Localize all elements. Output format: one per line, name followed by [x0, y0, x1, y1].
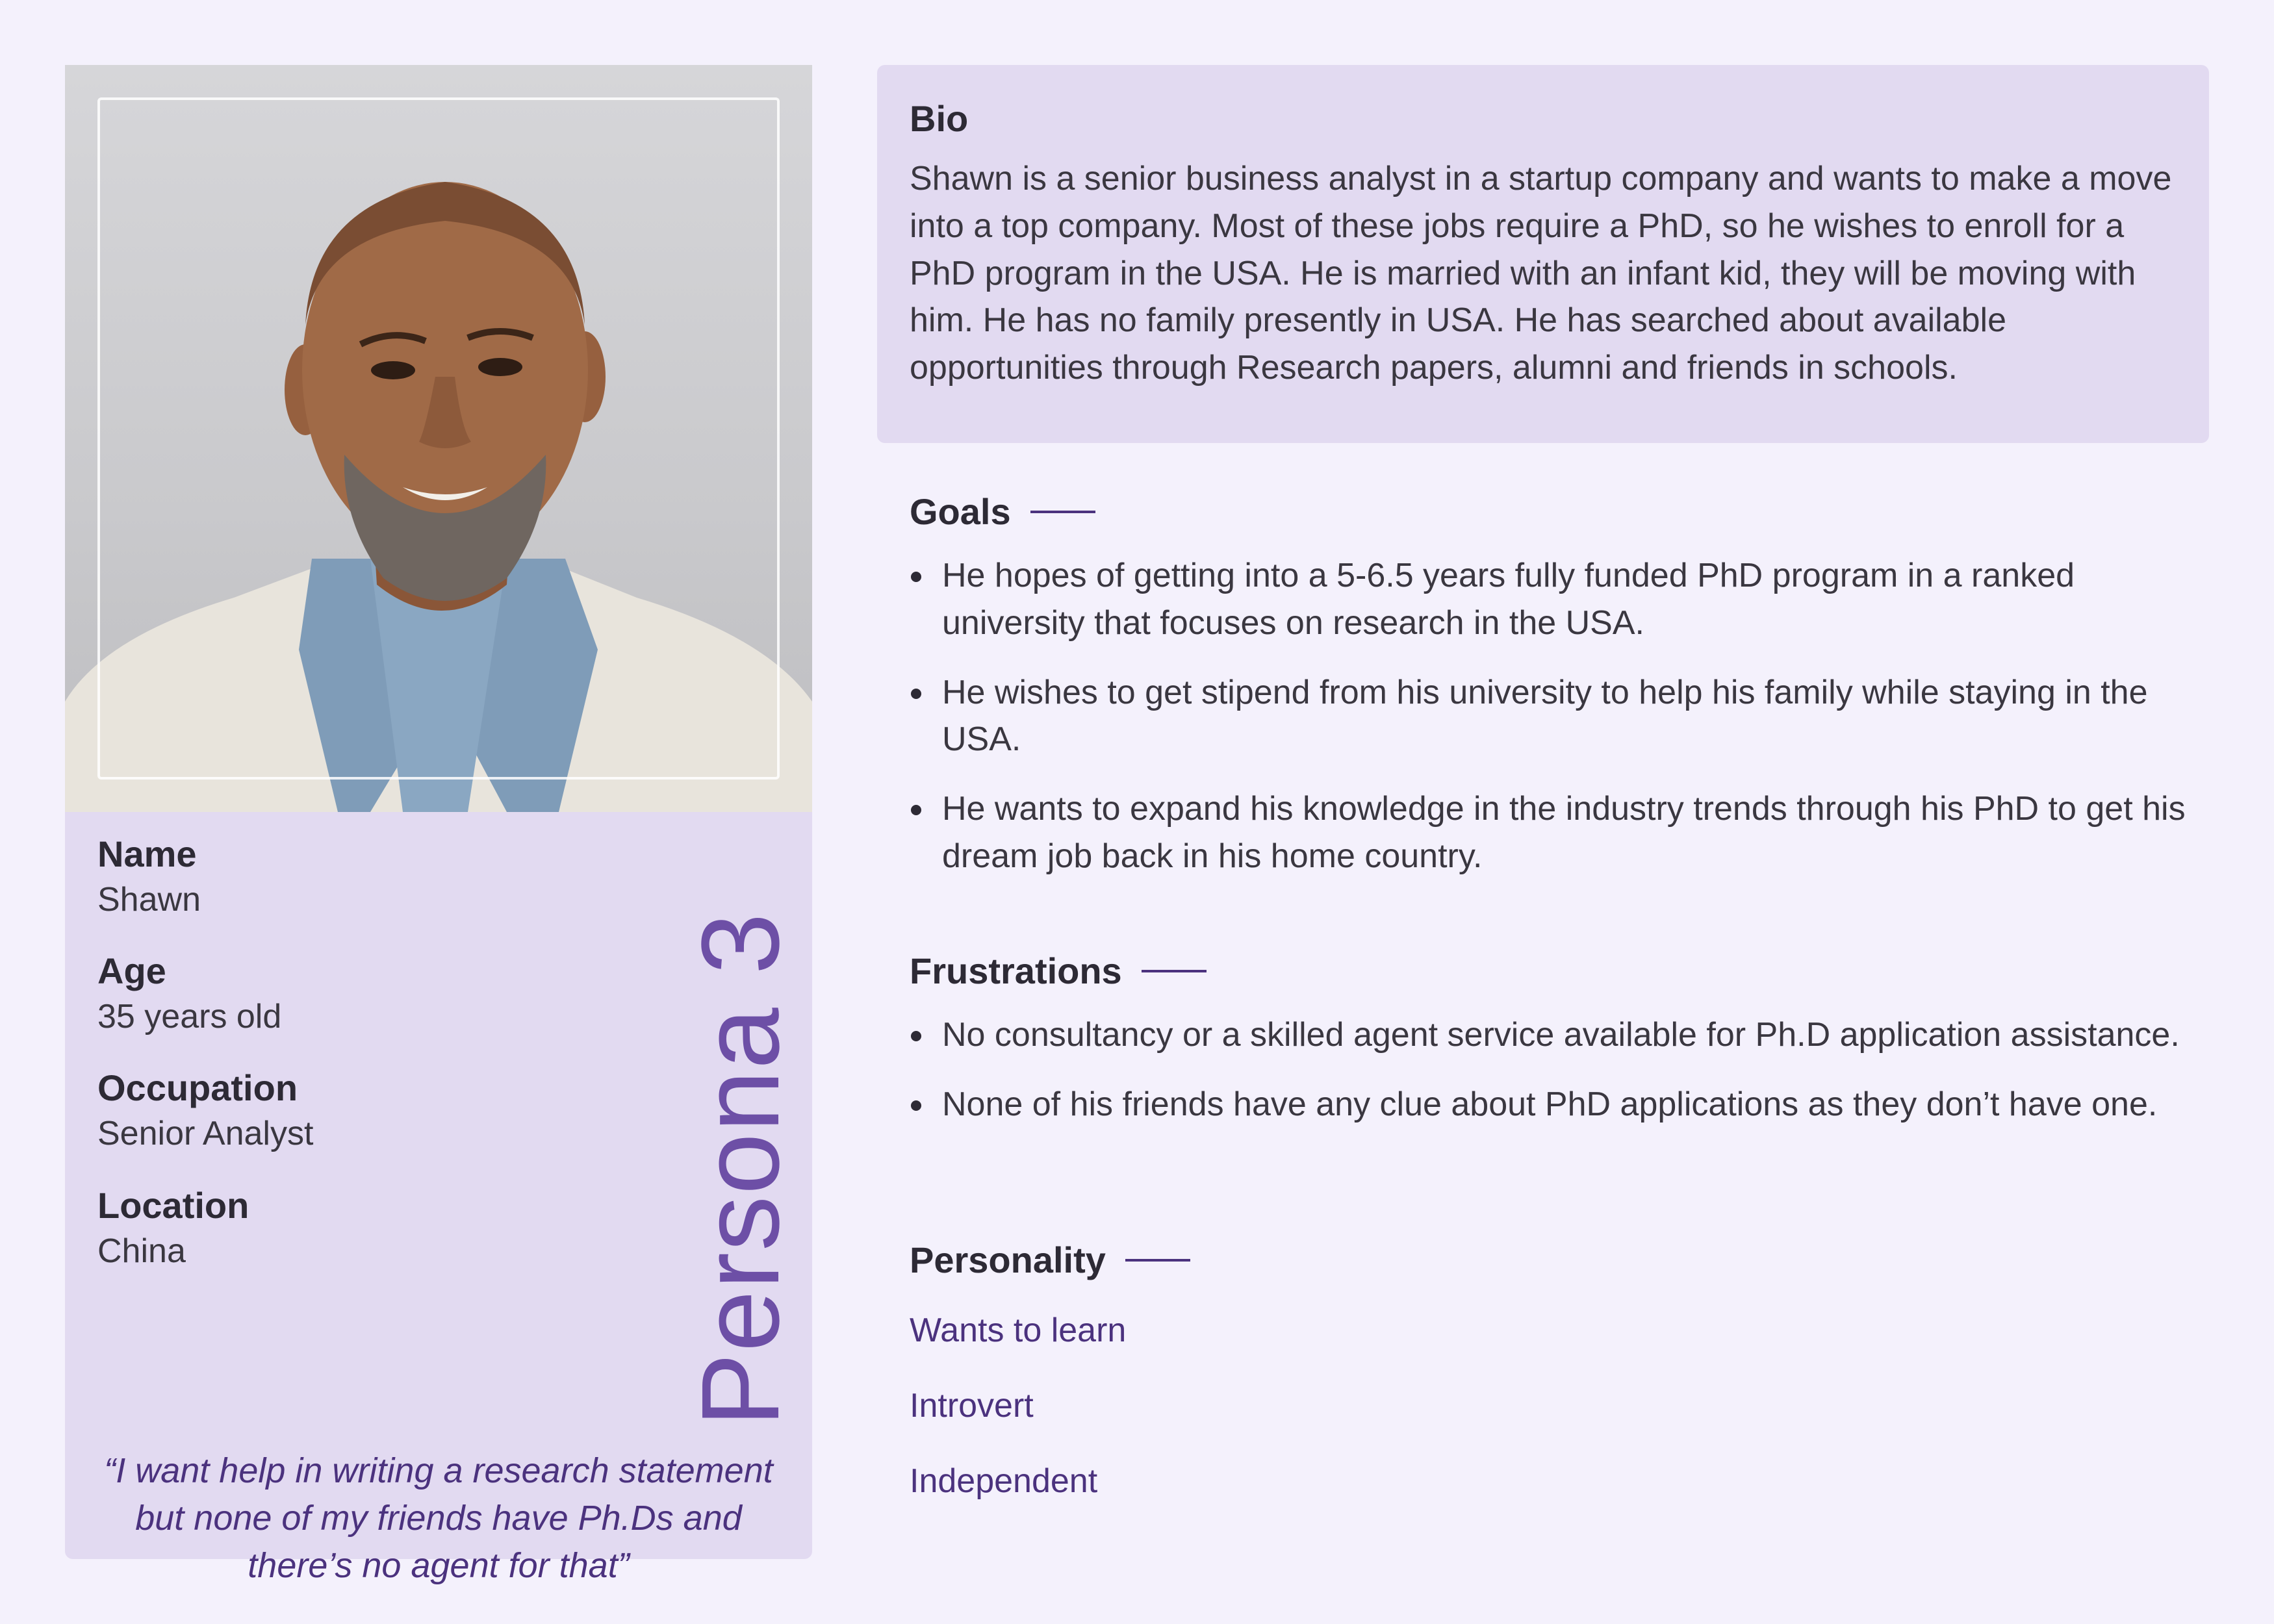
list-item: He hopes of getting into a 5-6.5 years fully funded PhD program in a ranked university that focuses on research in the USA. [910, 552, 2209, 647]
personality-heading [910, 1239, 2209, 1281]
personality-section [910, 1239, 2209, 1540]
frustrations-heading [910, 950, 2209, 992]
location-label: Location [97, 1184, 249, 1226]
bio-title: Bio [910, 98, 969, 139]
goals-title: Goals [910, 491, 1011, 532]
occupation-value: Senior Analyst [97, 1115, 314, 1153]
persona-number-tag: Persona 3 [679, 911, 802, 1427]
profile-fields [97, 831, 617, 1300]
goals-section [910, 490, 2209, 902]
frustrations-title-rule [1142, 970, 1207, 972]
list-item: He wants to expand his knowledge in the industry trends through his PhD to get his dream job back in his home country. [910, 785, 2209, 880]
bio-text: Shawn is a senior business analyst in a startup company and wants to make a move into a top company. Most of these jobs require a PhD, so he wishes to enroll for a PhD program in the USA. He is married with an infant kid, they will be moving with him. He has no family presently in USA. He has searched about available opportunities through Research papers, alumni and friends in schools. [910, 160, 2172, 387]
persona-photo [65, 65, 812, 812]
list-item: None of his friends have any clue about PhD applications as they don’t have one. [910, 1081, 2209, 1128]
persona-quote: “I want help in writing a research statement but none of my friends have Ph.Ds and there’s no agent for that” [104, 1451, 773, 1585]
frustrations-list [910, 1011, 2209, 1128]
name-label: Name [97, 833, 197, 874]
bio-section [877, 65, 2209, 443]
location-value: China [97, 1232, 186, 1270]
goals-list [910, 552, 2209, 880]
trait-item: Introvert [910, 1387, 1034, 1425]
personality-title-rule [1125, 1259, 1190, 1262]
trait-item: Independent [910, 1462, 1098, 1500]
personality-traits [910, 1313, 2209, 1498]
occupation-label: Occupation [97, 1067, 298, 1109]
goals-heading [910, 490, 2209, 533]
photo-frame [97, 97, 780, 780]
persona-profile-card [65, 65, 812, 1585]
frustrations-section [910, 950, 2209, 1150]
age-value: 35 years old [97, 998, 282, 1036]
list-item: No consultancy or a skilled agent service available for Ph.D application assistance. [910, 1011, 2209, 1059]
frustrations-title: Frustrations [910, 950, 1122, 991]
goals-title-rule [1030, 511, 1095, 513]
name-value: Shawn [97, 881, 201, 919]
personality-title: Personality [910, 1239, 1106, 1280]
age-label: Age [97, 950, 166, 992]
trait-item: Wants to learn [910, 1312, 1127, 1349]
list-item: He wishes to get stipend from his university to help his family while staying in the USA. [910, 669, 2209, 764]
